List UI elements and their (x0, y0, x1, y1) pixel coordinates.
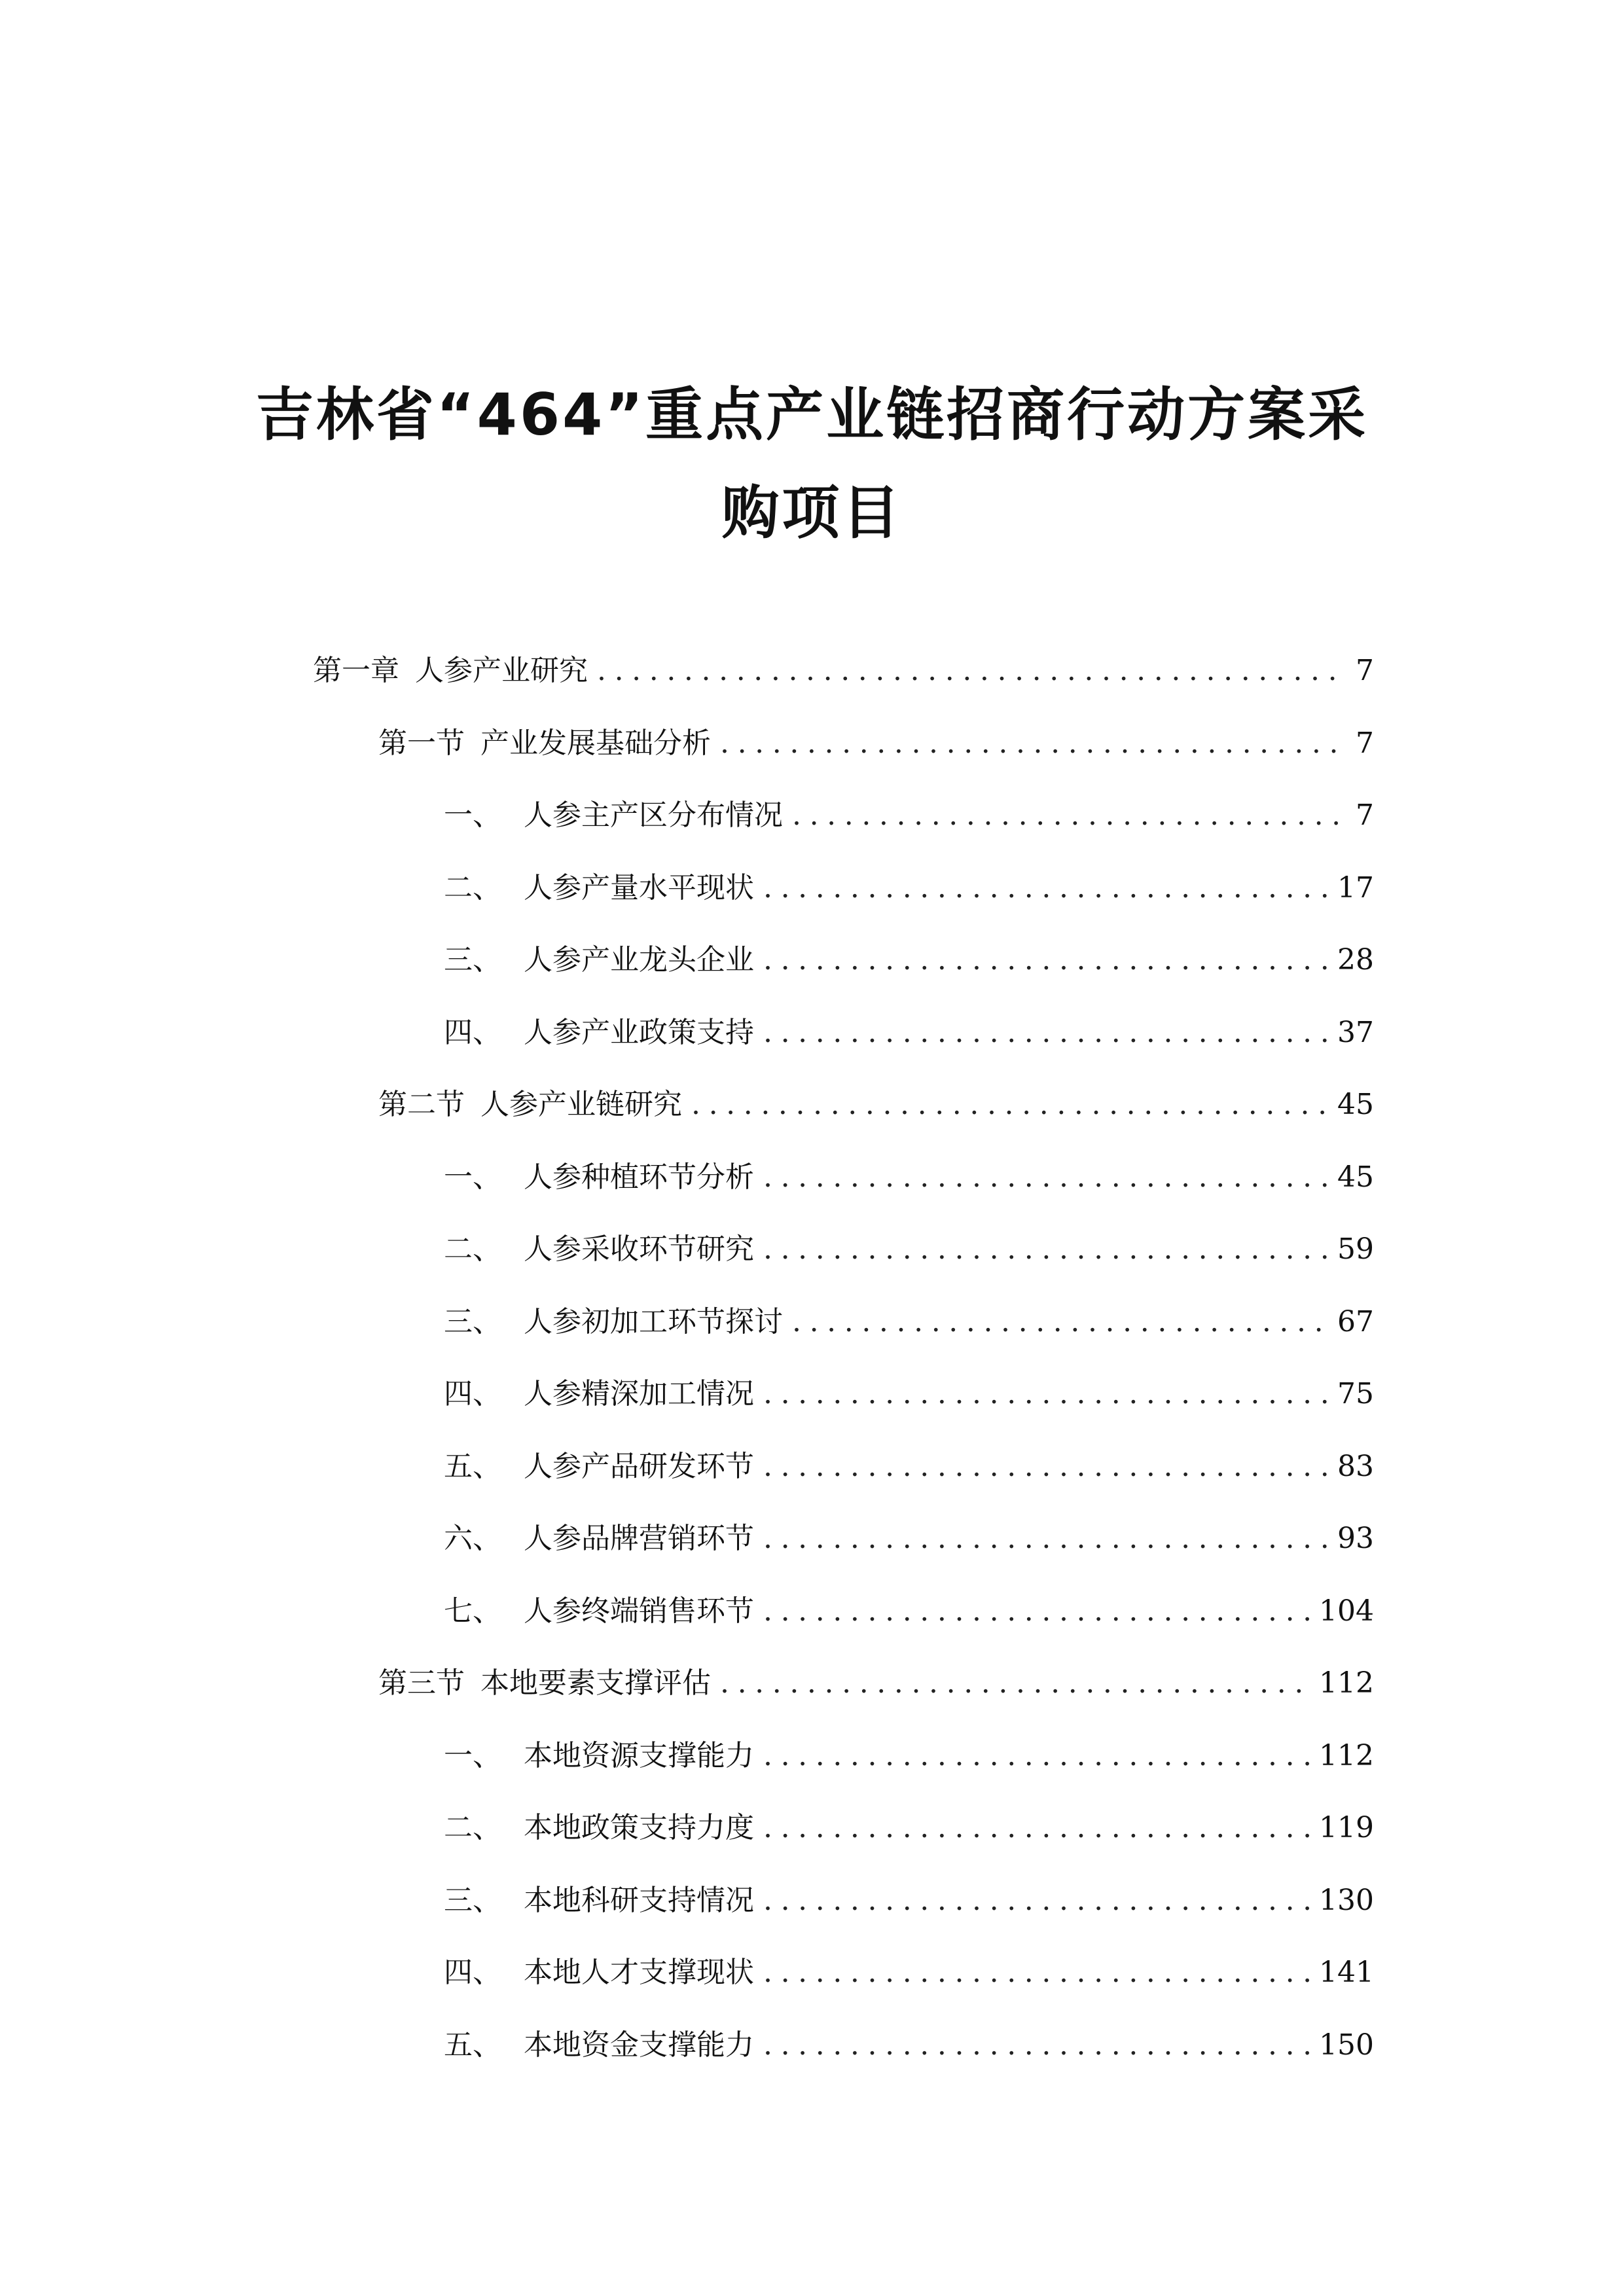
toc-entry-page-number: 119 (1319, 1811, 1374, 1844)
toc-dot-leader (763, 1878, 1310, 1924)
toc-entry-page-number: 150 (1319, 2028, 1374, 2062)
toc-dot-leader (763, 1733, 1310, 1779)
toc-entry-page-number: 141 (1319, 1956, 1374, 1989)
toc-entry-page-number: 45 (1337, 1088, 1374, 1121)
toc-entry-number: 一、 (444, 1739, 501, 1772)
toc-entry-label: 人参产品研发环节 (524, 1450, 754, 1483)
toc-entry-page-number: 83 (1337, 1450, 1374, 1483)
toc-dot-leader (763, 1155, 1328, 1200)
toc-entry-number: 三、 (444, 943, 501, 977)
toc-entry-label: 人参产业政策支持 (524, 1016, 754, 1049)
toc-entry[interactable] (444, 1516, 1374, 1562)
toc-entry[interactable] (444, 1588, 1374, 1634)
title-line-2: 购项目 (721, 478, 903, 547)
toc-entry-page-number: 59 (1337, 1232, 1374, 1266)
toc-dot-leader (763, 1371, 1328, 1417)
toc-entry-number: 第一章 (313, 654, 399, 687)
toc-entry[interactable] (444, 1950, 1374, 1996)
toc-entry-label: 人参产量水平现状 (524, 871, 754, 905)
toc-entry[interactable] (444, 937, 1374, 983)
toc-entry-number: 一、 (444, 798, 501, 832)
toc-dot-leader (763, 1444, 1328, 1490)
toc-entry-label: 人参终端销售环节 (524, 1594, 754, 1628)
toc-entry-label: 人参产业龙头企业 (524, 943, 754, 977)
toc-entry-number: 二、 (444, 1232, 501, 1266)
toc-entry-number: 七、 (444, 1594, 501, 1628)
toc-dot-leader (597, 648, 1339, 694)
toc-entry-label: 人参种植环节分析 (524, 1160, 754, 1194)
toc-entry-label: 人参产业链研究 (480, 1088, 682, 1121)
toc-dot-leader (792, 793, 1339, 838)
toc-entry-number: 五、 (444, 2028, 501, 2062)
toc-entry-page-number: 7 (1356, 654, 1374, 687)
toc-entry[interactable] (444, 793, 1374, 838)
toc-entry-page-number: 93 (1337, 1522, 1374, 1555)
toc-dot-leader (763, 1588, 1310, 1634)
toc-entry-page-number: 7 (1356, 798, 1374, 832)
toc-entry[interactable] (444, 1733, 1374, 1779)
toc-dot-leader (763, 1516, 1328, 1562)
toc-entry[interactable] (444, 2022, 1374, 2068)
toc-entry-number: 第二节 (378, 1088, 465, 1121)
toc-dot-leader (763, 865, 1328, 911)
title-line-1: 吉林省“464”重点产业链招商行动方案采 (255, 380, 1369, 448)
toc-entry[interactable] (444, 1010, 1374, 1056)
toc-entry[interactable] (444, 1155, 1374, 1200)
toc-dot-leader (720, 721, 1339, 766)
toc-entry-page-number: 130 (1319, 1884, 1374, 1917)
toc-entry[interactable] (378, 721, 1374, 766)
toc-entry-label: 人参品牌营销环节 (524, 1522, 754, 1555)
toc-entry[interactable] (444, 1878, 1374, 1924)
toc-entry-label: 人参采收环节研究 (524, 1232, 754, 1266)
toc-entry[interactable] (444, 1227, 1374, 1272)
toc-dot-leader (792, 1299, 1328, 1345)
toc-entry-label: 本地资金支撑能力 (524, 2028, 754, 2062)
toc-entry-label: 本地资源支撑能力 (524, 1739, 754, 1772)
toc-entry-number: 三、 (444, 1305, 501, 1338)
toc-entry-number: 第一节 (378, 726, 465, 760)
toc-dot-leader (763, 937, 1328, 983)
toc-entry-page-number: 7 (1356, 726, 1374, 760)
toc-dot-leader (763, 1227, 1328, 1272)
toc-entry-page-number: 17 (1337, 871, 1374, 905)
toc-entry-page-number: 28 (1337, 943, 1374, 977)
toc-entry[interactable] (378, 1660, 1374, 1706)
toc-dot-leader (720, 1660, 1310, 1706)
toc-entry[interactable] (444, 1805, 1374, 1851)
toc-entry-label: 人参产业研究 (415, 654, 588, 687)
toc-entry-label: 人参精深加工情况 (524, 1377, 754, 1410)
toc-entry-page-number: 75 (1337, 1377, 1374, 1410)
toc-entry[interactable] (313, 648, 1374, 694)
toc-entry[interactable] (444, 865, 1374, 911)
toc-entry-number: 五、 (444, 1450, 501, 1483)
toc-entry-page-number: 104 (1319, 1594, 1374, 1628)
toc-entry-page-number: 112 (1319, 1666, 1374, 1700)
toc-entry-number: 三、 (444, 1884, 501, 1917)
toc-entry-label: 本地科研支持情况 (524, 1884, 754, 1917)
toc-entry-number: 四、 (444, 1377, 501, 1410)
toc-entry-number: 六、 (444, 1522, 501, 1555)
toc-entry-number: 一、 (444, 1160, 501, 1194)
toc-entry-number: 四、 (444, 1956, 501, 1989)
toc-entry-label: 人参主产区分布情况 (524, 798, 783, 832)
toc-entry[interactable] (444, 1444, 1374, 1490)
toc-entry-label: 本地政策支持力度 (524, 1811, 754, 1844)
document-title (0, 366, 1624, 562)
toc-entry-page-number: 37 (1337, 1016, 1374, 1049)
toc-entry-number: 第三节 (378, 1666, 465, 1700)
toc-dot-leader (691, 1082, 1328, 1128)
toc-entry-number: 四、 (444, 1016, 501, 1049)
toc-dot-leader (763, 2022, 1310, 2068)
toc-dot-leader (763, 1805, 1310, 1851)
toc-entry-number: 二、 (444, 1811, 501, 1844)
toc-entry-label: 人参初加工环节探讨 (524, 1305, 783, 1338)
toc-entry[interactable] (444, 1299, 1374, 1345)
toc-entry-page-number: 67 (1337, 1305, 1374, 1338)
toc-dot-leader (763, 1950, 1310, 1996)
toc-entry-number: 二、 (444, 871, 501, 905)
toc-entry[interactable] (444, 1371, 1374, 1417)
toc-entry-page-number: 112 (1319, 1739, 1374, 1772)
toc-entry-label: 本地要素支撑评估 (480, 1666, 711, 1700)
toc-entry[interactable] (378, 1082, 1374, 1128)
toc-entry-label: 本地人才支撑现状 (524, 1956, 754, 1989)
toc-dot-leader (763, 1010, 1328, 1056)
toc-entry-page-number: 45 (1337, 1160, 1374, 1194)
toc-entry-label: 产业发展基础分析 (480, 726, 711, 760)
